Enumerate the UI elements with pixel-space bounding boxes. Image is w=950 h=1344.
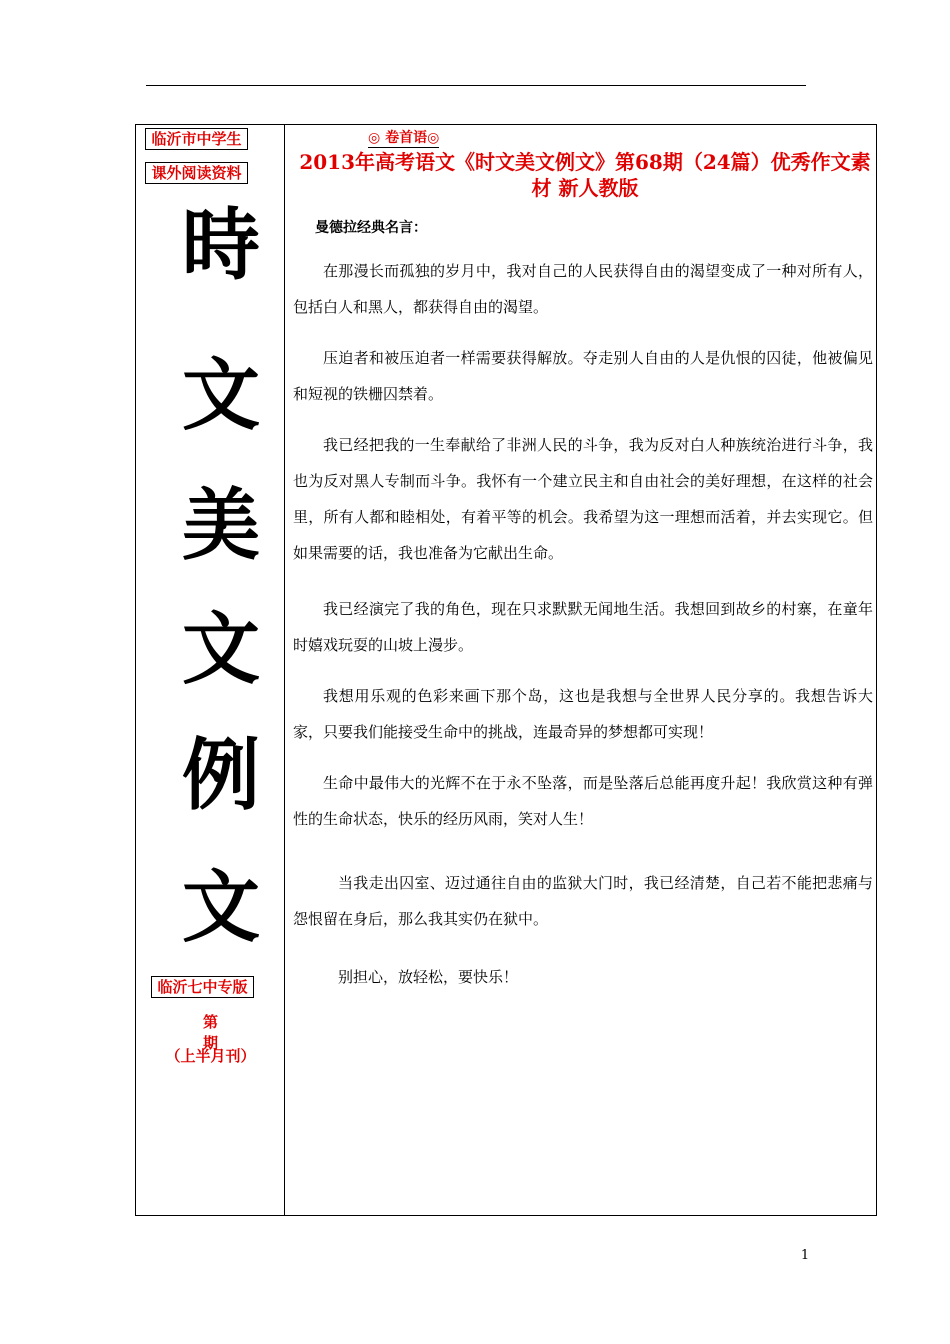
- paragraph: 生命中最伟大的光辉不在于永不坠落，而是坠落后总能再度升起！我欣赏这种有弹性的生命状态，快乐的经历风雨，笑对人生！: [293, 774, 873, 828]
- calligraphy-char: 時: [181, 200, 260, 291]
- article-subhead: 曼德拉经典名言：: [315, 220, 427, 236]
- content-frame: [135, 124, 877, 1216]
- header-rule: [146, 85, 806, 86]
- paragraph: 我已经演完了我的角色，现在只求默默无闻地生活。我想回到故乡的村寨，在童年时嬉戏玩耍的山坡上漫步。: [293, 600, 873, 654]
- paragraph: 在那漫长而孤独的岁月中，我对自己的人民获得自由的渴望变成了一种对所有人，包括白人和黑人，都获得自由的渴望。: [293, 262, 873, 316]
- edition-label: 临沂七中专版: [151, 976, 254, 998]
- page-number: 1: [800, 1248, 810, 1263]
- issue-label: 第 期: [202, 1013, 339, 1052]
- paragraph: 压迫者和被压迫者一样需要获得解放。夺走别人自由的人是仇恨的囚徒，他被偏见和短视的铁栅囚禁着。: [293, 349, 873, 403]
- material-label: 课外阅读资料: [145, 162, 248, 184]
- semi-monthly-label: （上半月刊）: [165, 1047, 256, 1065]
- calligraphy-char: 文: [181, 862, 260, 953]
- paragraph: 别担心，放轻松，要快乐！: [338, 968, 519, 986]
- column-label: ◎ 卷首语◎: [368, 130, 440, 146]
- article-column: [285, 125, 876, 1215]
- calligraphy-char: 文: [181, 604, 260, 695]
- paragraph: 我已经把我的一生奉献给了非洲人民的斗争，我为反对白人种族统治进行斗争，我也为反对黑人专制而斗争。我怀有一个建立民主和自由社会的美好理想，在这样的社会里，所有人都和睦相处，有着平等的机会。我希望为这一理想而活着，并去实现它。但如果需要的话，我也准备为它献出生命。: [293, 436, 873, 562]
- calligraphy-char: 文: [181, 350, 260, 441]
- calligraphy-char: 例: [181, 730, 260, 821]
- paragraph: 我想用乐观的色彩来画下那个岛，这也是我想与全世界人民分享的。我想告诉大家，只要我们能接受生命中的挑战，连最奇异的梦想都可实现！: [293, 687, 873, 741]
- calligraphy-char: 美: [181, 480, 260, 571]
- paragraph: 当我走出囚室、迈过通往自由的监狱大门时，我已经清楚，自己若不能把悲痛与怨恨留在身后，那么我其实仍在狱中。: [293, 874, 873, 928]
- school-label: 临沂市中学生: [145, 128, 248, 150]
- article-title: 2013年高考语文《时文美文例文》第68期（24篇）优秀作文素材 新人教版: [299, 150, 871, 200]
- sidebar-column: [136, 125, 339, 1215]
